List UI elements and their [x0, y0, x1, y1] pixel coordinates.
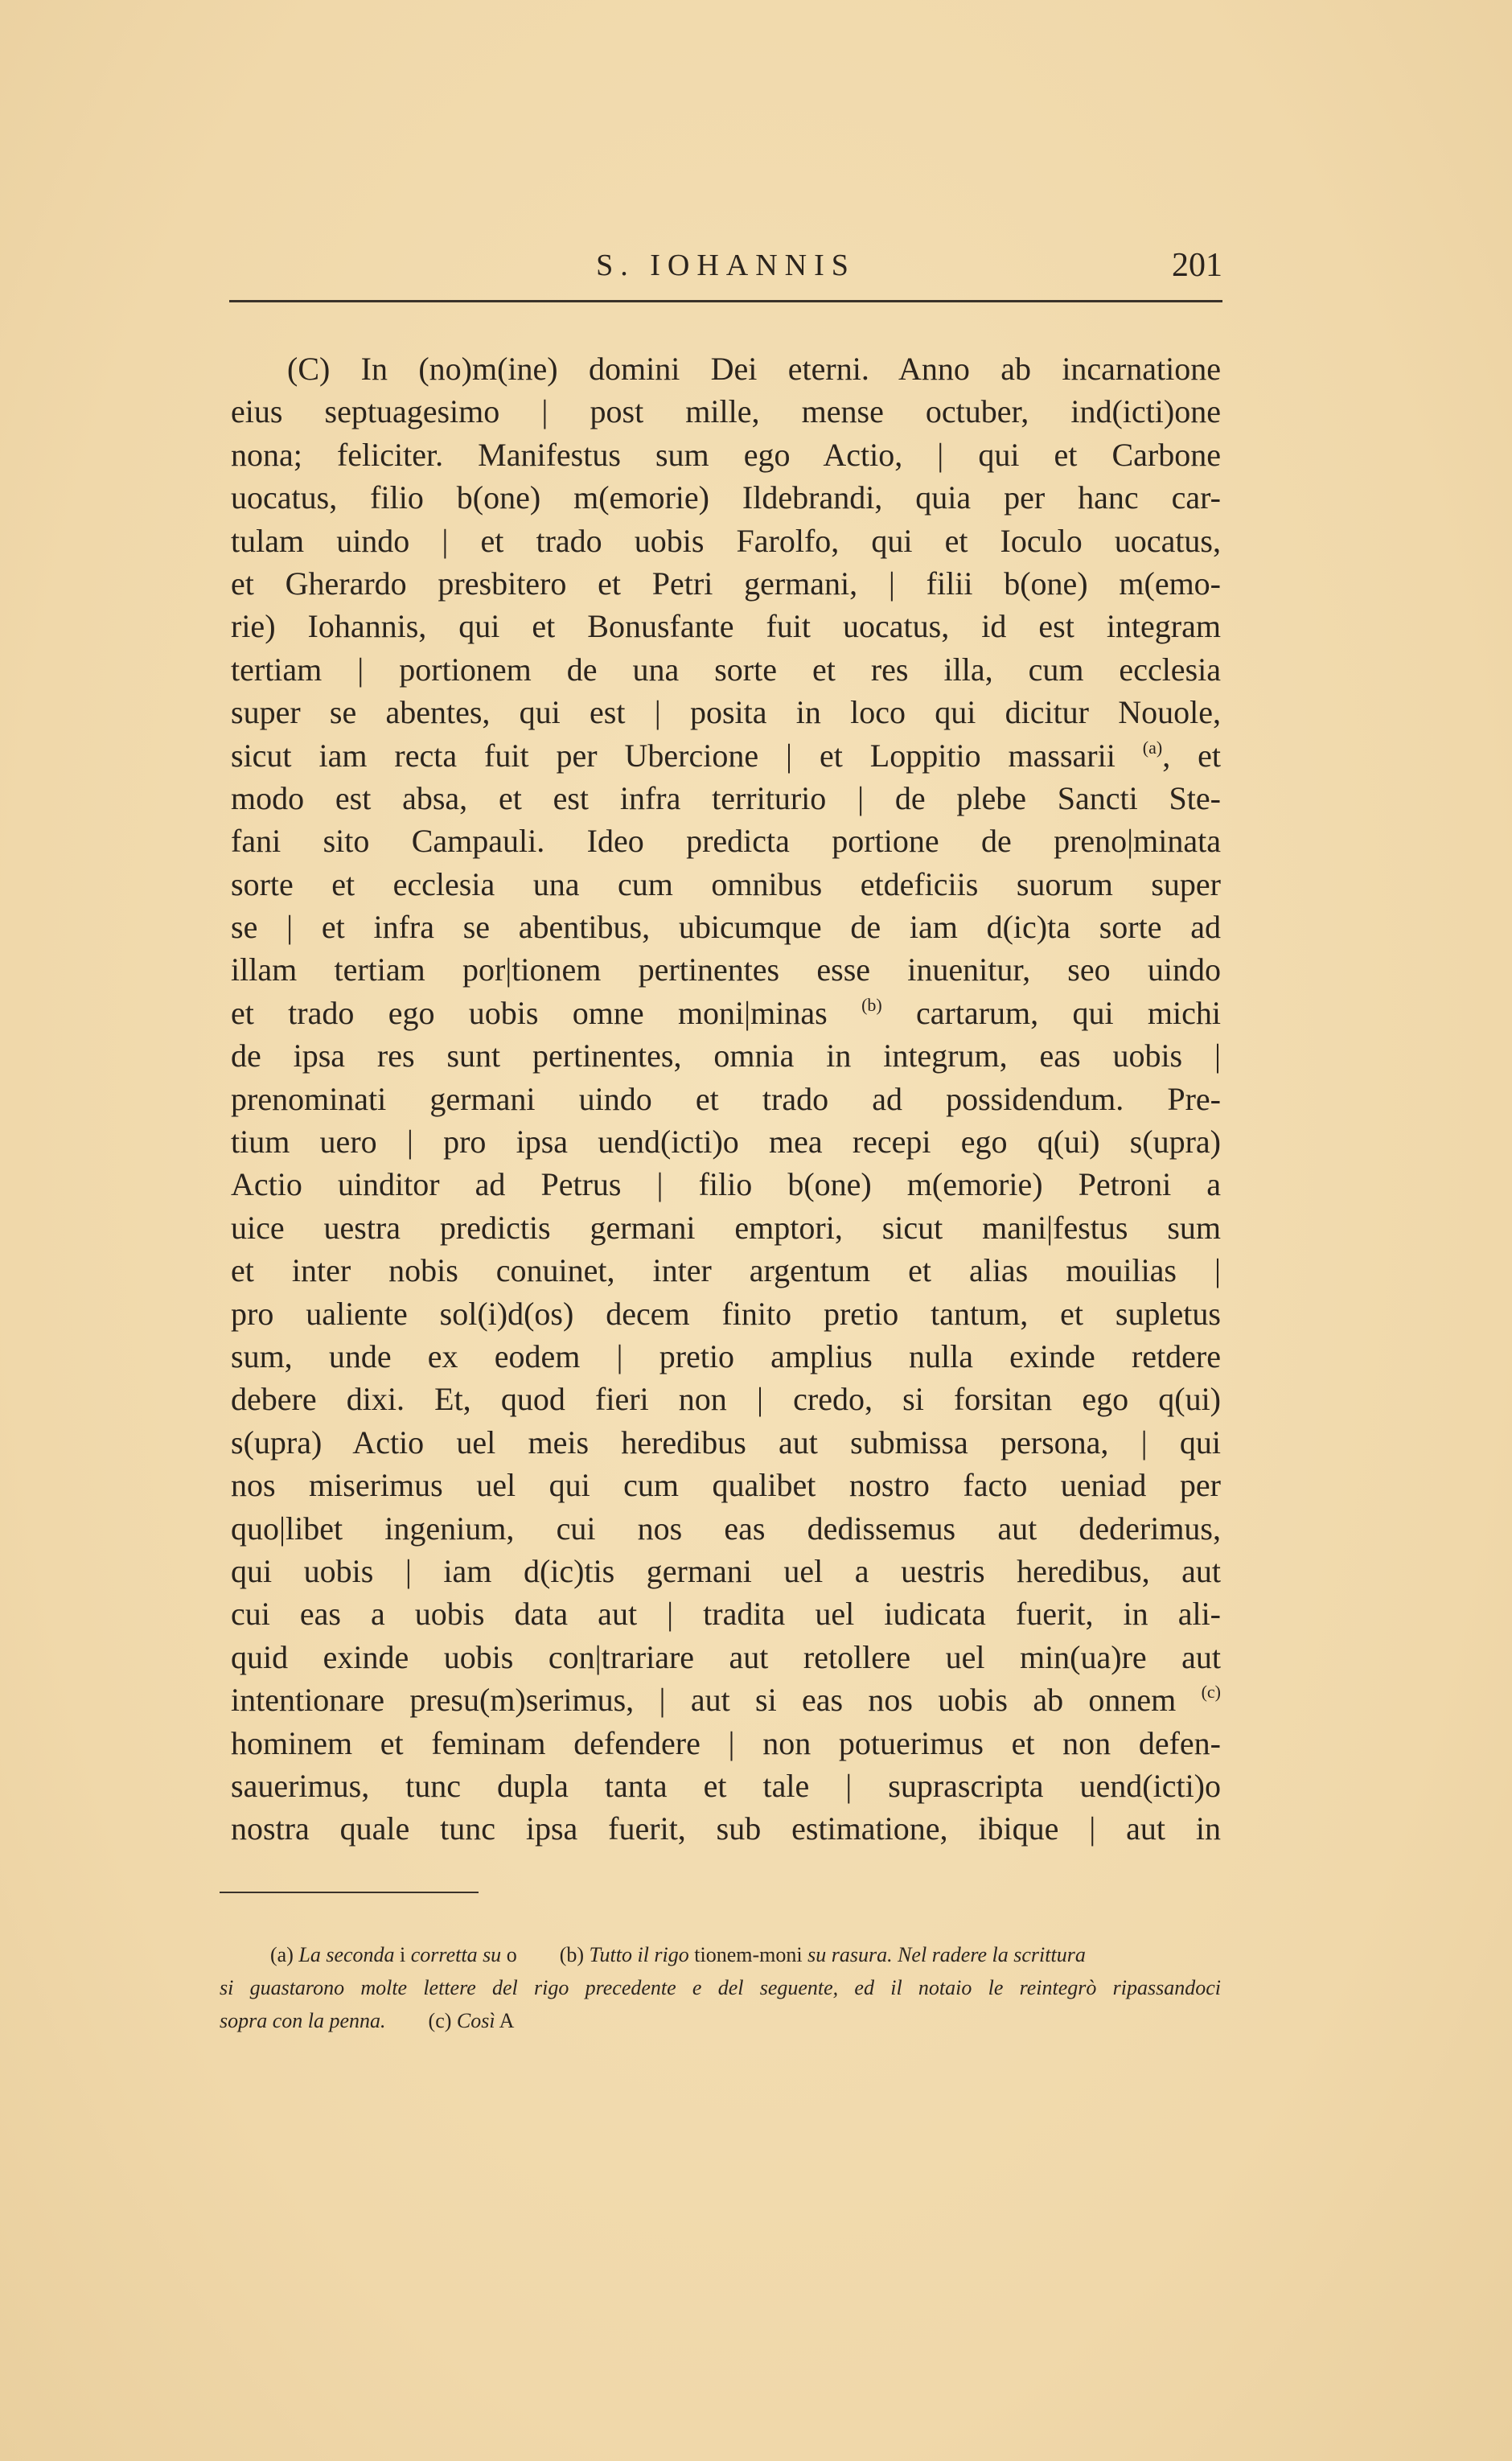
footnote-b-text: tionem-moni [694, 1943, 803, 1966]
text-segment: uice uestra predictis germani emptori, sicut mani|festus sum [231, 1209, 1221, 1246]
text-line [231, 1335, 1221, 1378]
footnote-line: si guastarono molte lettere del rigo precedente e del seguente, ed il notaio le reintegrò ripassandoci [220, 1976, 1221, 1999]
text-line [231, 562, 1221, 605]
text-line [231, 1249, 1221, 1292]
text-line [231, 1592, 1221, 1635]
text-line [231, 1678, 1221, 1721]
footnote-a-text: corretta su [410, 1943, 502, 1966]
text-segment: debere dixi. Et, quod fieri non | credo, si forsitan ego q(ui) [231, 1381, 1221, 1418]
footnote-a-label: (a) [270, 1943, 294, 1966]
text-line [231, 820, 1221, 862]
text-line [231, 1722, 1221, 1765]
page-number: 201 [1172, 247, 1222, 284]
text-line [231, 605, 1221, 647]
text-segment: de ipsa res sunt pertinentes, omnia in integrum, eas uobis | [231, 1037, 1221, 1074]
text-segment: sicut iam recta fuit per Ubercione | et Loppitio massarii [231, 737, 1116, 774]
text-segment: cartarum, qui michi [881, 994, 1222, 1031]
text-segment: fani sito Campauli. Ideo predicta portione de preno|minata [231, 823, 1221, 860]
text-line [231, 347, 1221, 390]
text-segment: et Gherardo presbitero et Petri germani, | filii b(one) m(emo- [231, 565, 1221, 602]
footnotes [220, 1938, 1221, 2037]
text-line [231, 1163, 1221, 1206]
text-segment: super se abentes, qui est | posita in loco qui dicitur Nouole, [231, 694, 1221, 731]
text-line [231, 476, 1221, 519]
text-line [231, 1507, 1221, 1550]
text-segment: tulam uindo | et trado uobis Farolfo, qui et Ioculo uocatus, [231, 522, 1221, 559]
body-text [231, 347, 1221, 1851]
running-title: S. IOHANNIS [596, 249, 856, 282]
text-segment: intentionare presu(m)serimus, | aut si eas nos uobis ab onnem [231, 1682, 1177, 1719]
text-line [231, 1120, 1221, 1163]
text-segment: sorte et ecclesia una cum omnibus etdeficiis suorum super [231, 865, 1221, 902]
text-line [231, 1636, 1221, 1678]
footnote-marker: (c) [1201, 1682, 1222, 1703]
footnote-b-text: Tutto il rigo [589, 1943, 689, 1966]
text-segment: rie) Iohannis, qui et Bonusfante fuit uocatus, id est integram [231, 608, 1221, 645]
text-segment: se | et infra se abentibus, ubicumque de iam d(ic)ta sorte ad [231, 909, 1221, 946]
text-segment: eius septuagesimo | post mille, mense octuber, ind(icti)one [231, 393, 1221, 430]
footnote-b-text: su rasura. Nel radere la scrittura [807, 1943, 1086, 1966]
text-segment: qui uobis | iam d(ic)tis germani uel a uestris heredibus, aut [231, 1552, 1221, 1589]
text-segment: quo|libet ingenium, cui nos eas dedissemus aut dederimus, [231, 1510, 1221, 1547]
text-segment: pro ualiente sol(i)d(os) decem finito pretio tantum, et supletus [231, 1295, 1221, 1332]
text-line [231, 906, 1221, 948]
text-segment: , et [1162, 737, 1222, 774]
text-segment: et trado ego uobis omne moni|minas [231, 994, 828, 1031]
footnote-b-text: sopra con la penna. [220, 2009, 386, 2032]
text-segment: modo est absa, et est infra territurio | de plebe Sancti Ste- [231, 779, 1221, 816]
text-segment: prenominati germani uindo et trado ad possidendum. Pre- [231, 1080, 1221, 1117]
text-line [231, 1292, 1221, 1335]
text-line [231, 1464, 1221, 1506]
footnote-marker: (b) [861, 994, 882, 1015]
text-segment: hominem et feminam defendere | non potuerimus et non defen- [231, 1724, 1221, 1761]
text-segment: Actio uinditor ad Petrus | filio b(one) m(emorie) Petroni a [231, 1166, 1221, 1203]
text-line [231, 390, 1221, 433]
text-segment: s(upra) Actio uel meis heredibus aut submissa persona, | qui [231, 1424, 1221, 1461]
footnote-c-text: A [499, 2009, 515, 2032]
text-segment: tertiam | portionem de una sorte et res illa, cum ecclesia [231, 651, 1221, 688]
text-line [231, 992, 1221, 1034]
text-segment: nostra quale tunc ipsa fuerit, sub estimatione, ibique | aut in [231, 1810, 1221, 1847]
running-head [229, 241, 1222, 290]
footnote-a-text: o [506, 1943, 517, 1966]
text-segment: quid exinde uobis con|trariare aut retollere uel min(ua)re aut [231, 1638, 1221, 1675]
text-line [231, 691, 1221, 733]
footnote-c-label: (c) [428, 2009, 452, 2032]
footnote-c-text: Così [456, 2009, 495, 2032]
text-line [231, 520, 1221, 562]
text-line [231, 1034, 1221, 1077]
text-segment: uocatus, filio b(one) m(emorie) Ildebrandi, quia per hanc car- [231, 479, 1221, 516]
header-rule [229, 300, 1222, 302]
text-segment: sum, unde ex eodem | pretio amplius nulla exinde retdere [231, 1337, 1221, 1374]
text-line [231, 1206, 1221, 1249]
footnote-b-label: (b) [559, 1943, 585, 1966]
footnote-line [220, 2004, 1221, 2037]
text-line [231, 777, 1221, 820]
text-segment: tium uero | pro ipsa uend(icti)o mea recepi ego q(ui) s(upra) [231, 1124, 1221, 1161]
footnote-a-text: i [400, 1943, 406, 1966]
text-line [231, 734, 1221, 777]
text-line [231, 1765, 1221, 1807]
footnote-a-text: La seconda [298, 1943, 395, 1966]
text-segment: nos miserimus uel qui cum qualibet nostro facto ueniad per [231, 1467, 1221, 1504]
text-segment: cui eas a uobis data aut | tradita uel iudicata fuerit, in ali- [231, 1596, 1221, 1633]
text-line [231, 1078, 1221, 1120]
text-line [231, 648, 1221, 691]
text-segment: nona; feliciter. Manifestus sum ego Actio, | qui et Carbone [231, 436, 1221, 473]
text-line [231, 863, 1221, 906]
text-line [231, 1378, 1221, 1420]
text-line [231, 1421, 1221, 1464]
footnote-line [220, 1938, 1221, 1971]
text-segment: et inter nobis conuinet, inter argentum et alias mouilias | [231, 1252, 1221, 1289]
text-segment: sauerimus, tunc dupla tanta et tale | suprascripta uend(icti)o [231, 1767, 1221, 1804]
text-line [231, 948, 1221, 991]
text-segment: (C) In (no)m(ine) domini Dei eterni. Anno ab incarnatione [287, 351, 1221, 387]
text-line [231, 1807, 1221, 1850]
footnote-marker: (a) [1142, 737, 1163, 758]
text-line [231, 433, 1221, 476]
text-line [231, 1550, 1221, 1592]
text-segment: illam tertiam por|tionem pertinentes esse inuenitur, seo uindo [231, 951, 1221, 988]
footnote-rule [220, 1892, 479, 1893]
